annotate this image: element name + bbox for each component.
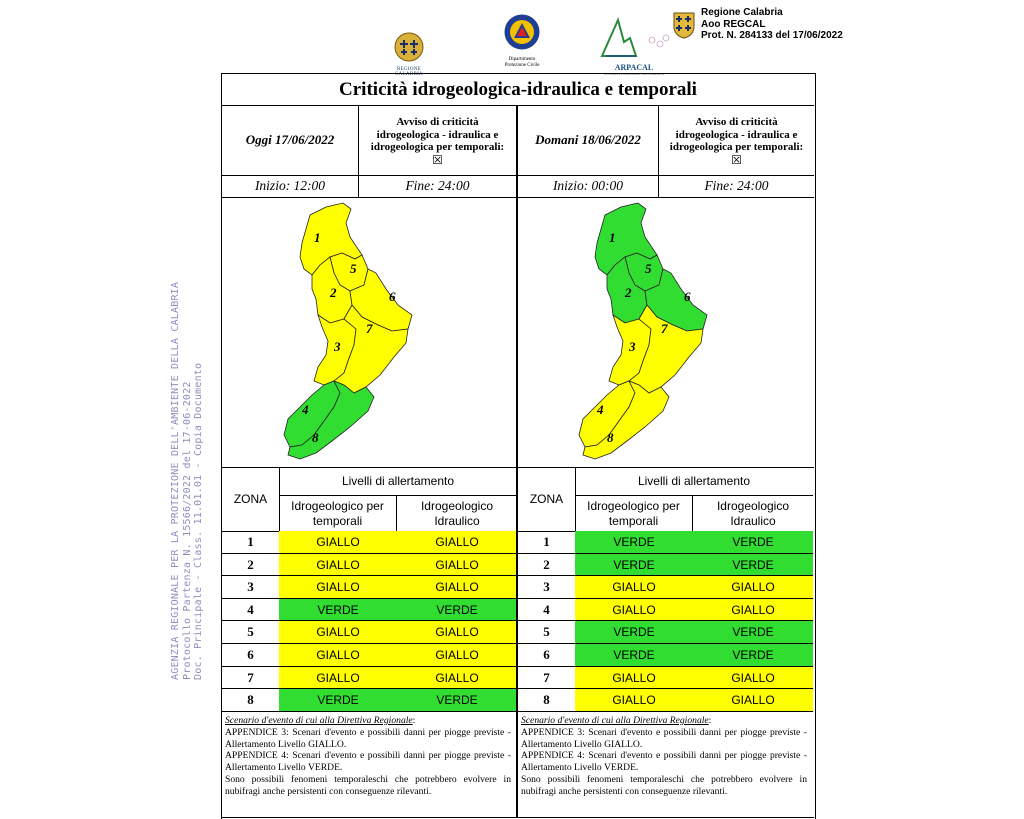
today-zone-row: [222, 621, 517, 644]
today-zone-row: [222, 531, 517, 554]
today-zone-idraulico-level: GIALLO: [397, 576, 517, 598]
tomorrow-scenario-line-1: APPENDICE 3: Scenari d'evento e possibili danni per piogge previste - Allertamento Livello GIALLO.: [521, 726, 807, 750]
tomorrow-map-zone-label: 7: [661, 321, 668, 336]
today-idraulico-header-line-1: Idrogeologico: [420, 499, 494, 513]
tomorrow-zone-idraulico-level: VERDE: [693, 554, 813, 576]
tomorrow-zone-number: 1: [518, 531, 576, 553]
stamp-line-1: AGENZIA REGIONALE PER LA PROTEZIONE DELL'AMBIENTE DELLA CALABRIA: [170, 281, 181, 680]
tomorrow-zone-number: 6: [518, 644, 576, 666]
tomorrow-zone-idraulico-level: VERDE: [693, 644, 813, 666]
today-zone-row: [222, 576, 517, 599]
today-idraulico-header-line-2: Idraulico: [434, 513, 480, 528]
tomorrow-map-zone-label: 6: [684, 289, 691, 304]
tomorrow-scenario-colon: :: [708, 715, 712, 726]
tomorrow-avviso-line-2: idrogeologica - idraulica e: [675, 128, 798, 141]
tomorrow-idraulico-header-line-1: Idrogeologico: [716, 499, 790, 513]
today-zone-number: 1: [222, 531, 280, 553]
bulletin-sheet: [221, 73, 816, 819]
today-temporali-header: [279, 495, 397, 531]
arpacal-logo: [596, 12, 672, 76]
tomorrow-zone-row: [518, 531, 813, 554]
today-scenario-colon: :: [412, 715, 416, 726]
tomorrow-zone-temporali-level: VERDE: [575, 644, 694, 666]
protocol-line-3: Prot. N. 284133 del 17/06/2022: [701, 30, 843, 41]
today-avviso-line-3: idrogeologica per temporali:: [370, 141, 505, 153]
tomorrow-zone-row: [518, 576, 813, 599]
today-zone-temporali-level: GIALLO: [279, 644, 398, 666]
tomorrow-zone-row: [518, 644, 813, 667]
tomorrow-date-label: Domani 18/06/2022: [535, 132, 641, 147]
today-map-zone-label: 3: [334, 339, 341, 354]
today-livelli-header: Livelli di allertamento: [279, 467, 517, 496]
today-zona-header: ZONA: [222, 467, 280, 531]
stamp-line-2: Protocollo Partenza N. 15566/2022 del 17-06-2022: [181, 381, 193, 680]
tomorrow-zone-idraulico-level: VERDE: [693, 621, 813, 643]
tomorrow-avviso-line-3: idrogeologica per temporali:: [669, 141, 804, 153]
today-inizio: Inizio: 12:00: [254, 178, 326, 193]
tomorrow-zone-row: [518, 621, 813, 644]
tomorrow-idraulico-header: [693, 495, 813, 531]
tomorrow-zone-row: [518, 689, 813, 712]
regione-calabria-logo-label: REGIONE CALABRIA: [395, 67, 423, 77]
tomorrow-temporali-header: [575, 495, 693, 531]
today-zone-temporali-level: VERDE: [279, 599, 398, 621]
today-zone-temporali-level: GIALLO: [279, 667, 398, 689]
tomorrow-scenario-line-2: APPENDICE 4: Scenari d'evento e possibili danni per piogge previste - Allertamento Livello VERDE.: [521, 750, 807, 774]
today-scenario-text: [222, 713, 514, 798]
map-row: [222, 197, 814, 468]
tomorrow-zone-temporali-level: GIALLO: [575, 689, 694, 711]
avviso-row: [222, 105, 814, 176]
protezione-civile-label-1: Dipartimento: [508, 57, 536, 62]
today-scenario-heading: Scenario d'evento di cui alla Direttiva Regionale: [225, 715, 413, 726]
tomorrow-zona-header: ZONA: [518, 467, 576, 531]
tomorrow-zone-temporali-level: GIALLO: [575, 599, 694, 621]
today-zone-row: [222, 667, 517, 690]
today-zone-number: 5: [222, 621, 280, 643]
today-zone-idraulico-level: GIALLO: [397, 554, 517, 576]
today-avviso: [359, 105, 516, 175]
tomorrow-zone-number: 2: [518, 554, 576, 576]
tomorrow-zone-idraulico-level: GIALLO: [693, 667, 813, 689]
today-map-zone-label: 7: [366, 321, 373, 336]
tomorrow-zone-temporali-level: VERDE: [575, 554, 694, 576]
today-temporali-header-line-2: temporali: [312, 513, 363, 528]
tomorrow-zone-row: [518, 554, 813, 577]
arpacal-emblem-icon: [596, 12, 672, 58]
stamp-line-3: Doc. Principale - Class. 11.01.01 - Copia Documento: [193, 362, 204, 680]
tomorrow-temporali-header-line-2: temporali: [608, 513, 659, 528]
today-zone-idraulico-level: GIALLO: [397, 531, 517, 553]
today-levels-header: [222, 467, 517, 532]
today-map-zone-label: 4: [302, 402, 309, 417]
time-row: [222, 175, 814, 198]
today-zone-number: 2: [222, 554, 280, 576]
today-zone-temporali-level: GIALLO: [279, 621, 398, 643]
today-avviso-line-1: Avviso di criticità: [396, 116, 479, 128]
arpacal-sublabel: CENTRO FUNZIONALE MULTIRISCHI: [603, 72, 665, 76]
tomorrow-zone-map: [518, 197, 814, 467]
regione-seal-icon: [672, 11, 696, 39]
tomorrow-avviso-checkbox: ☒: [731, 152, 742, 167]
today-zone-map: [222, 197, 516, 467]
tomorrow-zone-idraulico-level: GIALLO: [693, 689, 813, 711]
today-map-zone-label: 5: [350, 261, 357, 276]
today-scenario-line-3: Sono possibili fenomeni temporaleschi che potrebbero evolvere in nubifragi anche persistenti con conseguenze rilevanti.: [225, 773, 511, 797]
tomorrow-fine: Fine: 24:00: [704, 178, 769, 193]
today-zone-idraulico-level: GIALLO: [397, 644, 517, 666]
protezione-civile-logo: [494, 12, 550, 69]
tomorrow-map-zone-label: 4: [597, 402, 604, 417]
today-map-zone-label: 6: [389, 289, 396, 304]
tomorrow-zone-row: [518, 599, 813, 622]
tomorrow-scenario-heading: Scenario d'evento di cui alla Direttiva Regionale: [521, 715, 709, 726]
tomorrow-avviso-line-1: Avviso di criticità: [695, 116, 778, 128]
today-zone-row: [222, 554, 517, 577]
today-avviso-checkbox: ☒: [432, 152, 443, 167]
today-zone-temporali-level: GIALLO: [279, 576, 398, 598]
tomorrow-scenario-line-3: Sono possibili fenomeni temporaleschi che potrebbero evolvere in nubifragi anche persistenti con conseguenze rilevanti.: [521, 773, 807, 797]
today-map-zone-label: 8: [312, 430, 319, 445]
today-fine: Fine: 24:00: [405, 178, 470, 193]
today-zone-row: [222, 599, 517, 622]
tomorrow-zone-row: [518, 667, 813, 690]
tomorrow-map-zone-label: 1: [609, 230, 616, 245]
today-date-label: Oggi 17/06/2022: [245, 132, 335, 147]
today-zone-idraulico-level: VERDE: [397, 599, 517, 621]
tomorrow-levels-header: [518, 467, 813, 532]
tomorrow-inizio: Inizio: 00:00: [552, 178, 624, 193]
tomorrow-idraulico-header-line-2: Idraulico: [730, 513, 776, 528]
today-idraulico-header: [397, 495, 517, 531]
today-avviso-line-2: idrogeologica - idraulica e: [376, 128, 499, 141]
tomorrow-map-zone-label: 8: [607, 430, 614, 445]
today-scenario-line-1: APPENDICE 3: Scenari d'evento e possibili danni per piogge previste - Allertamento Livello GIALLO.: [225, 726, 511, 750]
tomorrow-zone-idraulico-level: GIALLO: [693, 576, 813, 598]
bulletin-title: Criticità idrogeologica-idraulica e temporali: [222, 74, 814, 106]
tomorrow-zone-temporali-level: GIALLO: [575, 667, 694, 689]
today-zone-number: 8: [222, 689, 280, 711]
today-zone-row: [222, 689, 517, 712]
today-zone-idraulico-level: VERDE: [397, 689, 517, 711]
today-map-zone-label: 2: [330, 285, 337, 300]
arpacal-label: ARPACAL: [614, 63, 654, 72]
today-zone-row: [222, 644, 517, 667]
tomorrow-map-zone-label: 3: [629, 339, 636, 354]
today-zone-number: 3: [222, 576, 280, 598]
tomorrow-zone-temporali-level: GIALLO: [575, 576, 694, 598]
tomorrow-map-zone-label: 5: [645, 261, 652, 276]
tomorrow-zone-idraulico-level: VERDE: [693, 531, 813, 553]
today-map-zone-label: 1: [314, 230, 321, 245]
protocol-line-2: Aoo REGCAL: [701, 18, 766, 30]
tomorrow-zone-number: 8: [518, 689, 576, 711]
protocol-side-stamp: [170, 260, 205, 680]
today-zone-temporali-level: GIALLO: [279, 531, 398, 553]
today-scenario-line-2: APPENDICE 4: Scenari d'evento e possibili danni per piogge previste - Allertamento Livello VERDE.: [225, 750, 511, 774]
today-zone-temporali-level: VERDE: [279, 689, 398, 711]
today-zone-idraulico-level: GIALLO: [397, 621, 517, 643]
tomorrow-zone-number: 5: [518, 621, 576, 643]
protezione-civile-label-2: Protezione Civile: [504, 63, 540, 68]
tomorrow-livelli-header: Livelli di allertamento: [575, 467, 813, 496]
tomorrow-zone-number: 3: [518, 576, 576, 598]
protezione-civile-emblem-icon: [500, 12, 544, 52]
tomorrow-zone-idraulico-level: GIALLO: [693, 599, 813, 621]
regione-calabria-seal-icon: [394, 32, 424, 62]
protocol-line-1: Regione Calabria: [701, 7, 783, 18]
regione-calabria-logo: [384, 32, 434, 77]
tomorrow-zone-number: 4: [518, 599, 576, 621]
tomorrow-temporali-header-line-1: Idrogeologico per: [587, 499, 680, 513]
today-temporali-header-line-1: Idrogeologico per: [291, 499, 384, 513]
tomorrow-zone-number: 7: [518, 667, 576, 689]
today-zone-number: 4: [222, 599, 280, 621]
tomorrow-scenario-text: [518, 713, 810, 798]
tomorrow-zone-temporali-level: VERDE: [575, 531, 694, 553]
tomorrow-map-zone-label: 2: [625, 285, 632, 300]
today-zone-temporali-level: GIALLO: [279, 554, 398, 576]
tomorrow-zone-temporali-level: VERDE: [575, 621, 694, 643]
tomorrow-avviso: [659, 105, 814, 175]
today-zone-idraulico-level: GIALLO: [397, 667, 517, 689]
today-zone-number: 6: [222, 644, 280, 666]
today-zone-number: 7: [222, 667, 280, 689]
